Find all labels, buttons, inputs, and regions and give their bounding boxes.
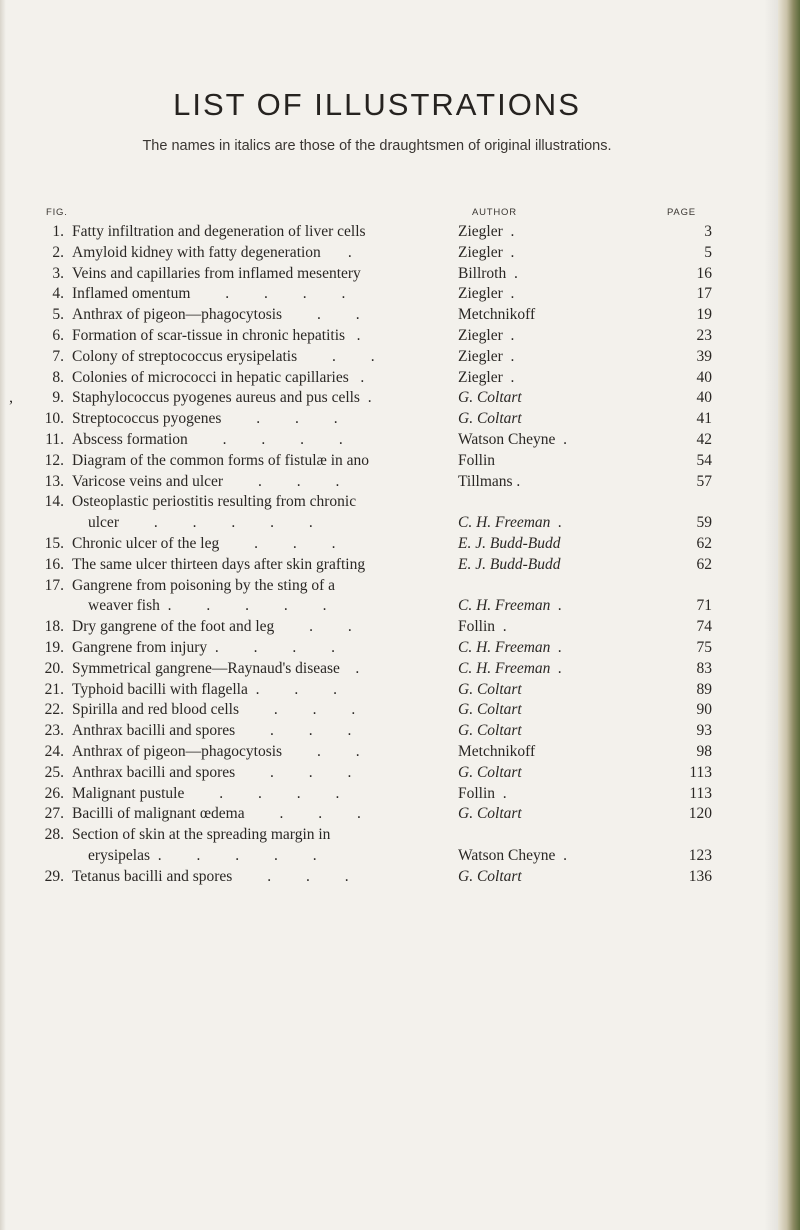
illustration-title: Spirilla and red blood cells . . . (72, 701, 356, 719)
illustration-title: Anthrax of pigeon—phagocytosis . . (72, 742, 360, 760)
column-header-author: AUTHOR (472, 207, 517, 218)
illustration-author: G. Coltart (458, 680, 522, 698)
illustration-row (0, 222, 754, 243)
illustrations-list (0, 222, 754, 888)
illustration-title: Anthrax bacilli and spores . . . (72, 763, 352, 781)
fig-number: 7. (52, 347, 64, 365)
illustration-page: 89 (696, 680, 712, 698)
illustration-row (0, 326, 754, 347)
illustration-page: 16 (696, 264, 712, 282)
fig-number: 15. (44, 534, 64, 552)
illustration-author: Ziegler . (458, 223, 515, 240)
fig-number: 29. (44, 867, 64, 885)
illustration-author: Watson Cheyne . (458, 846, 567, 864)
illustration-row (0, 804, 754, 825)
fig-number: 24. (44, 742, 64, 760)
illustration-title: weaver fish . . . . . (88, 597, 327, 615)
illustration-author: Tillmans . (458, 472, 521, 490)
fig-number: 14. (44, 493, 64, 511)
illustration-page: 40 (696, 389, 712, 407)
fig-number: 12. (44, 451, 64, 469)
page-subtitle: The names in italics are those of the draughtsmen of original illustrations. (142, 138, 612, 154)
illustration-author: Ziegler . (458, 347, 515, 365)
illustration-title: Formation of scar-tissue in chronic hepatitis . (72, 326, 361, 344)
column-header-fig: FIG. (46, 207, 68, 218)
fig-number: 25. (44, 763, 64, 781)
fig-number: 4. (52, 285, 64, 303)
illustration-title: Dry gangrene of the foot and leg . . (72, 618, 352, 636)
illustration-page: 113 (689, 784, 712, 802)
fig-number: 5. (52, 306, 64, 324)
illustration-row (0, 596, 754, 617)
fig-number: 6. (52, 326, 64, 344)
illustration-page: 39 (696, 347, 712, 365)
illustration-title: Amyloid kidney with fatty degeneration . (72, 243, 352, 261)
illustration-page: 5 (704, 243, 712, 261)
illustration-page: 62 (696, 534, 712, 552)
illustration-page: 42 (696, 430, 712, 448)
illustration-row (0, 659, 754, 680)
illustration-row (0, 846, 754, 867)
spine-shadow (764, 0, 778, 1230)
illustration-page: 59 (696, 514, 712, 532)
fig-number: 2. (52, 243, 64, 261)
illustration-author: Follin . (458, 784, 507, 802)
illustration-author: C. H. Freeman . (458, 514, 563, 532)
illustration-author: Watson Cheyne . (458, 430, 567, 448)
illustration-row (0, 617, 754, 638)
illustration-title: Anthrax bacilli and spores . . . (72, 722, 352, 740)
illustration-title: Colony of streptococcus erysipelatis . . (72, 347, 375, 365)
illustration-title: Chronic ulcer of the leg . . . (72, 534, 336, 552)
illustration-author: G. Coltart (458, 701, 522, 719)
illustration-row (0, 680, 754, 701)
illustration-title: Varicose veins and ulcer . . . (72, 472, 340, 490)
illustration-title: Section of skin at the spreading margin in (72, 826, 331, 844)
illustration-author: E. J. Budd-Budd (458, 555, 561, 573)
illustration-row (0, 784, 754, 805)
fig-number: 11. (45, 430, 64, 448)
illustration-author: C. H. Freeman . (458, 659, 563, 677)
illustration-row (0, 700, 754, 721)
illustration-author: Billroth . (458, 264, 518, 282)
illustration-author: G. Coltart (458, 867, 522, 885)
fig-number-mark: , (9, 389, 13, 407)
illustration-row (0, 576, 754, 597)
illustration-page: 3 (704, 223, 712, 240)
illustration-page: 123 (688, 846, 712, 864)
illustration-page: 54 (696, 451, 712, 469)
illustration-row (0, 721, 754, 742)
illustration-author: E. J. Budd-Budd (458, 534, 561, 552)
fig-number: 27. (44, 805, 64, 823)
illustration-row (0, 638, 754, 659)
illustration-title: Gangrene from poisoning by the sting of a (72, 576, 336, 594)
illustration-row (0, 451, 754, 472)
illustration-row (0, 492, 754, 513)
illustration-page: 113 (689, 763, 712, 781)
illustration-page: 19 (696, 306, 712, 324)
illustration-title: Fatty infiltration and degeneration of liver cells (72, 223, 366, 240)
illustration-row (0, 742, 754, 763)
illustration-title: Diagram of the common forms of fistulæ in ano (72, 451, 370, 469)
illustration-author: G. Coltart (458, 722, 522, 740)
illustration-row (0, 243, 754, 264)
illustration-row (0, 264, 754, 285)
column-header-page: PAGE (667, 207, 696, 218)
illustration-author: C. H. Freeman . (458, 597, 563, 615)
illustration-row (0, 284, 754, 305)
illustration-page: 40 (696, 368, 712, 386)
illustration-author: G. Coltart (458, 763, 522, 781)
illustration-title: ulcer . . . . . (88, 514, 313, 532)
fig-number: 21. (44, 680, 64, 698)
illustration-row (0, 388, 754, 409)
fig-number: 13. (44, 472, 64, 490)
illustration-page: 57 (696, 472, 712, 490)
fig-number: 16. (44, 555, 64, 573)
illustration-author: Ziegler . (458, 243, 515, 261)
illustration-page: 75 (696, 638, 712, 656)
illustration-row (0, 347, 754, 368)
illustration-author: Ziegler . (458, 368, 515, 386)
illustration-author: G. Coltart (458, 410, 522, 428)
illustration-row (0, 409, 754, 430)
illustration-page: 90 (696, 701, 712, 719)
illustration-title: Typhoid bacilli with flagella . . . (72, 680, 337, 698)
illustration-page: 93 (696, 722, 712, 740)
fig-number: 8. (52, 368, 64, 386)
illustration-title: Bacilli of malignant œdema . . . (72, 805, 361, 823)
fig-number: 1. (52, 223, 64, 240)
illustration-page: 98 (696, 742, 712, 760)
fig-number: 18. (44, 618, 64, 636)
illustration-title: The same ulcer thirteen days after skin grafting (72, 555, 366, 573)
fig-number: 26. (44, 784, 64, 802)
illustration-title: Gangrene from injury . . . . (72, 638, 336, 656)
illustration-author: G. Coltart (458, 805, 522, 823)
illustration-title: Abscess formation . . . . (72, 430, 343, 448)
illustration-title: Colonies of micrococci in hepatic capillaries . (72, 368, 365, 386)
illustration-title: Inflamed omentum . . . . (72, 285, 346, 303)
illustration-title: Osteoplastic periostitis resulting from chronic (72, 493, 357, 511)
illustration-row (0, 534, 754, 555)
illustration-author: Ziegler . (458, 285, 515, 303)
illustration-author: Metchnikoff (458, 742, 536, 760)
illustration-title: Veins and capillaries from inflamed mesentery (72, 264, 361, 282)
fig-number: 3. (52, 264, 64, 282)
illustration-page: 23 (696, 326, 712, 344)
book-spine (778, 0, 800, 1230)
illustration-page: 17 (696, 285, 712, 303)
illustration-page: 71 (696, 597, 712, 615)
illustration-row (0, 305, 754, 326)
illustration-row (0, 513, 754, 534)
fig-number: 17. (44, 576, 64, 594)
illustration-row (0, 763, 754, 784)
illustration-title: Anthrax of pigeon—phagocytosis . . (72, 306, 360, 324)
illustration-page: 62 (696, 555, 712, 573)
page-title: LIST OF ILLUSTRATIONS (173, 87, 581, 122)
illustration-title: Staphylococcus pyogenes aureus and pus cells . (72, 389, 372, 407)
illustration-row (0, 368, 754, 389)
illustration-title: erysipelas . . . . . (88, 846, 317, 864)
fig-number: 10. (44, 410, 64, 428)
illustration-author: C. H. Freeman . (458, 638, 563, 656)
illustration-row (0, 472, 754, 493)
illustration-row (0, 555, 754, 576)
illustration-page: 74 (696, 618, 712, 636)
illustration-author: Follin (458, 451, 496, 469)
fig-number: 19. (44, 638, 64, 656)
illustration-page: 83 (696, 659, 712, 677)
illustration-author: Follin . (458, 618, 507, 636)
fig-number: 20. (44, 659, 64, 677)
illustration-row (0, 430, 754, 451)
fig-number: 23. (44, 722, 64, 740)
illustration-author: Ziegler . (458, 326, 515, 344)
illustration-title: Tetanus bacilli and spores . . . (72, 867, 349, 885)
fig-number: 28. (44, 826, 64, 844)
illustration-page: 136 (688, 867, 712, 885)
illustration-row (0, 825, 754, 846)
illustration-page: 41 (696, 410, 712, 428)
illustration-title: Streptococcus pyogenes . . . (72, 410, 338, 428)
fig-number: 22. (44, 701, 64, 719)
illustration-row (0, 867, 754, 888)
illustration-author: Metchnikoff (458, 306, 536, 324)
illustration-page: 120 (688, 805, 712, 823)
fig-number: 9. , (14, 388, 64, 409)
illustration-title: Malignant pustule . . . . (72, 784, 340, 802)
illustration-title: Symmetrical gangrene—Raynaud's disease . (72, 659, 360, 677)
illustration-author: G. Coltart (458, 389, 522, 407)
